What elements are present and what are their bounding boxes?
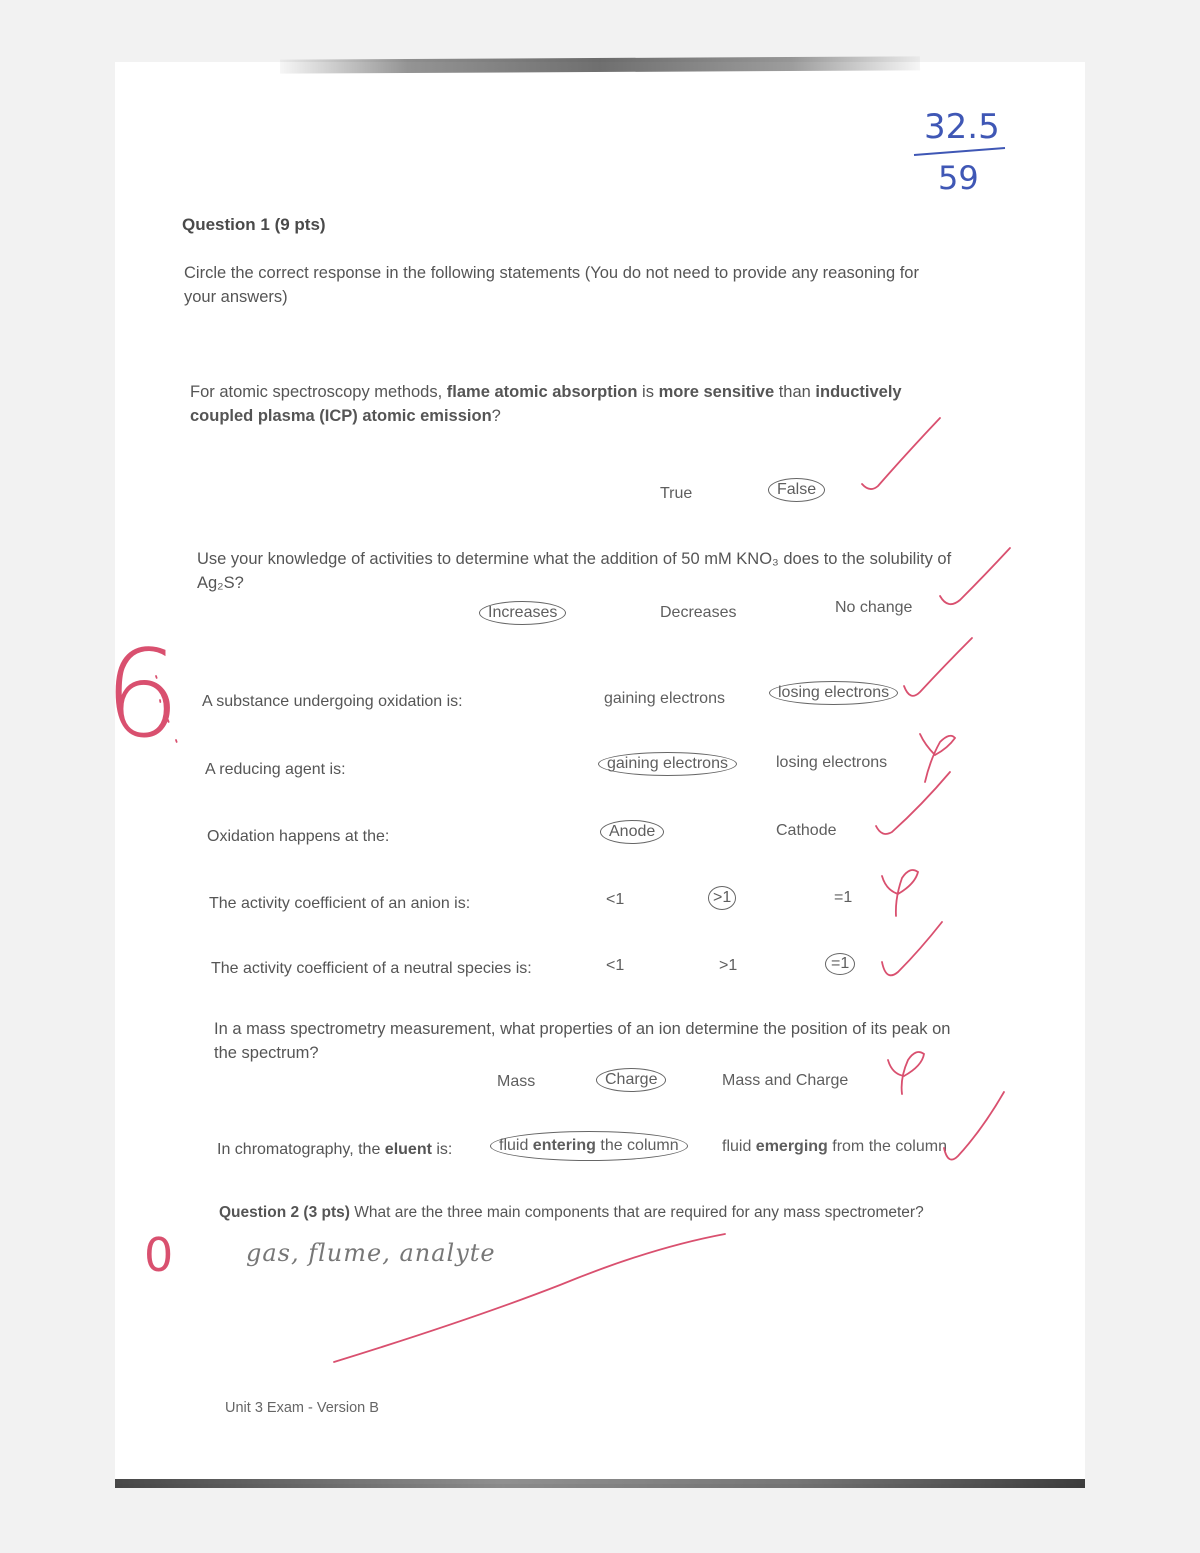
exam-footer: Unit 3 Exam - Version B xyxy=(225,1400,379,1416)
item-6-option-greater[interactable]: >1 xyxy=(708,886,736,910)
item-2-option-increases[interactable]: Increases xyxy=(479,601,566,625)
check-mark-icon xyxy=(940,548,1010,604)
item-5-label: Oxidation happens at the: xyxy=(207,828,390,845)
item-5-option-anode[interactable]: Anode xyxy=(600,820,664,844)
check-mark-icon xyxy=(882,922,942,975)
question-1-title: Question 1 (9 pts) xyxy=(182,215,326,234)
item-3-option-gaining[interactable]: gaining electrons xyxy=(604,690,725,707)
item-9-option-entering[interactable]: fluid entering the column xyxy=(490,1131,688,1161)
question-1-margin-score: 6 xyxy=(104,626,181,765)
item-9-label: In chromatography, the eluent is: xyxy=(217,1141,453,1158)
check-mark-icon xyxy=(904,638,972,696)
item-4-option-gaining[interactable]: gaining electrons xyxy=(598,752,737,776)
item-6-option-less[interactable]: <1 xyxy=(606,891,625,908)
item-2-option-no-change[interactable]: No change xyxy=(835,599,913,616)
item-2-stem: Use your knowledge of activities to determine what the addition of 50 mM KNO₃ does to the solubility of Ag₂S? xyxy=(197,550,952,592)
score-total: 59 xyxy=(938,159,979,197)
item-7-option-equal[interactable]: =1 xyxy=(825,953,855,975)
strike-through-mark xyxy=(334,1234,725,1362)
item-5-option-cathode[interactable]: Cathode xyxy=(776,822,837,839)
check-mark-icon xyxy=(944,1092,1004,1160)
check-mark-icon xyxy=(862,418,940,489)
item-7-option-greater[interactable]: >1 xyxy=(719,957,738,974)
item-6-label: The activity coefficient of an anion is: xyxy=(209,895,471,912)
item-4-label: A reducing agent is: xyxy=(205,761,346,778)
item-8-option-mass[interactable]: Mass xyxy=(497,1073,536,1090)
question-1-instructions: Circle the correct response in the following statements (You do not need to provide any reasoning for your answers) xyxy=(184,264,919,306)
item-8-stem: In a mass spectrometry measurement, what properties of an ion determine the position of its peak on the spectrum? xyxy=(214,1020,951,1062)
item-6-option-equal[interactable]: =1 xyxy=(834,889,853,906)
item-1-option-false[interactable]: False xyxy=(768,478,825,502)
item-3-label: A substance undergoing oxidation is: xyxy=(202,693,463,710)
item-1-stem: For atomic spectroscopy methods, flame atomic absorption is more sensitive than inductively coupled plasma (ICP) atomic emission? xyxy=(190,383,902,425)
check-mark-icon xyxy=(876,772,950,834)
item-9-option-emerging[interactable]: fluid emerging from the column xyxy=(722,1138,947,1155)
incorrect-mark-icon xyxy=(920,734,955,782)
incorrect-mark-icon xyxy=(882,870,918,916)
item-2-option-decreases[interactable]: Decreases xyxy=(660,604,737,621)
margin-dots xyxy=(156,676,178,746)
item-3-option-losing[interactable]: losing electrons xyxy=(769,681,898,705)
question-2-handwritten-answer: gas, flume, analyte xyxy=(246,1239,496,1267)
item-8-option-mass-and-charge[interactable]: Mass and Charge xyxy=(722,1072,849,1089)
item-7-label: The activity coefficient of a neutral species is: xyxy=(211,960,532,977)
item-4-option-losing[interactable]: losing electrons xyxy=(776,754,888,771)
score-fraction-line xyxy=(914,148,1005,155)
item-8-option-charge[interactable]: Charge xyxy=(596,1068,666,1092)
question-2: Question 2 (3 pts) What are the three main components that are required for any mass spectrometer? xyxy=(219,1204,924,1221)
item-7-option-less[interactable]: <1 xyxy=(606,957,625,974)
incorrect-mark-icon xyxy=(888,1052,924,1094)
question-2-margin-score: 0 xyxy=(144,1228,174,1282)
item-1-option-true[interactable]: True xyxy=(660,485,693,502)
score-earned: 32.5 xyxy=(924,107,1000,147)
